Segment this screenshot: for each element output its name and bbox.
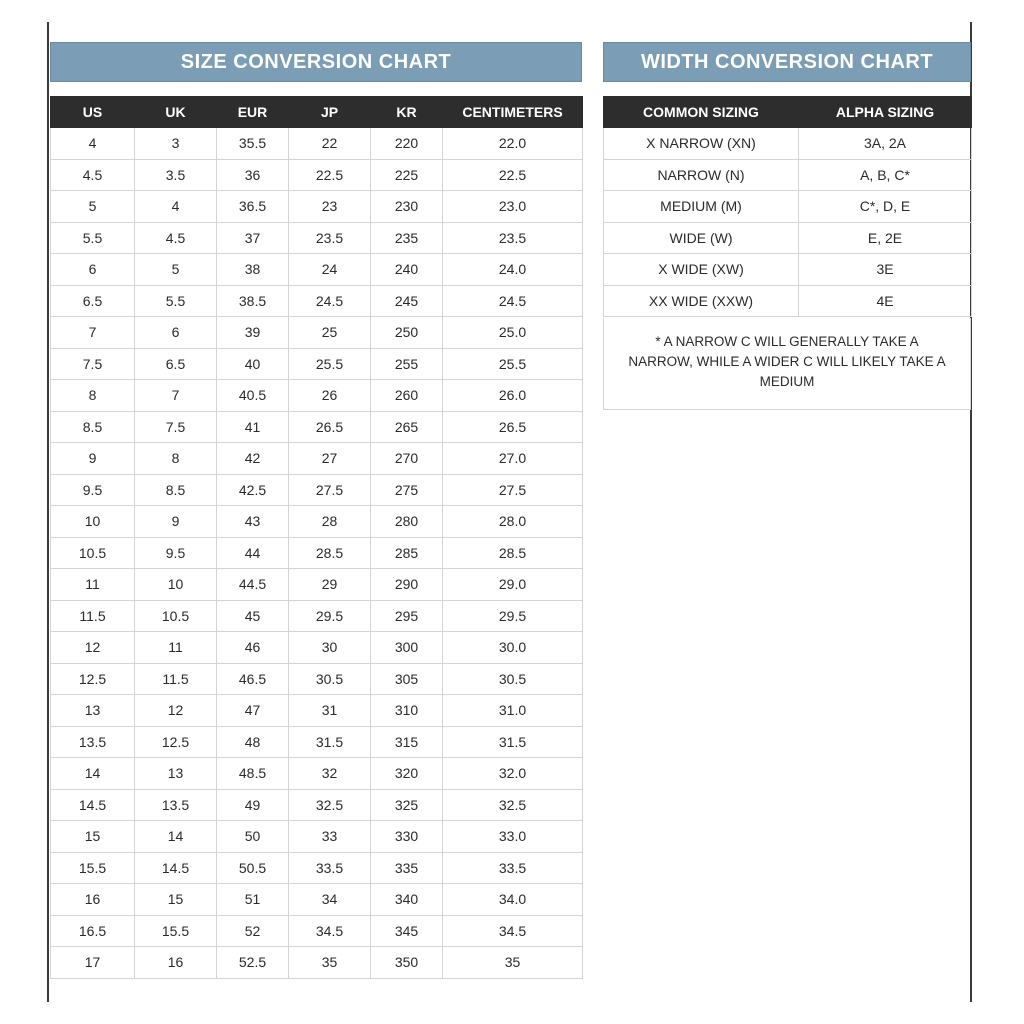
size-table-cell: 12	[51, 632, 135, 664]
size-table-cell: 46.5	[217, 663, 289, 695]
size-table-cell: 36	[217, 159, 289, 191]
size-table-cell: 44.5	[217, 569, 289, 601]
size-table-row	[51, 821, 583, 853]
size-table-cell: 15	[51, 821, 135, 853]
size-table-cell: 25.0	[443, 317, 583, 349]
size-table-cell: 27.5	[289, 474, 371, 506]
size-table-cell: 35	[443, 947, 583, 979]
width-table-cell: A, B, C*	[799, 159, 972, 191]
size-table-cell: 26.5	[443, 411, 583, 443]
size-table-row	[51, 537, 583, 569]
size-table-cell: 26.0	[443, 380, 583, 412]
size-header-cell: UK	[135, 97, 217, 128]
size-table-cell: 5.5	[51, 222, 135, 254]
size-table-cell: 300	[371, 632, 443, 664]
size-table-cell: 33.5	[443, 852, 583, 884]
size-table-body	[51, 128, 583, 979]
size-table-row	[51, 159, 583, 191]
size-table-cell: 23.0	[443, 191, 583, 223]
size-table-cell: 28	[289, 506, 371, 538]
size-table-cell: 230	[371, 191, 443, 223]
size-table-cell: 6	[51, 254, 135, 286]
size-table-cell: 350	[371, 947, 443, 979]
size-table-cell: 31.5	[443, 726, 583, 758]
size-table-cell: 14	[51, 758, 135, 790]
size-table-cell: 11.5	[51, 600, 135, 632]
size-table-cell: 9.5	[51, 474, 135, 506]
size-table-row	[51, 254, 583, 286]
size-table-cell: 25.5	[289, 348, 371, 380]
size-conversion-table	[50, 96, 583, 979]
size-table-row	[51, 663, 583, 695]
size-table-cell: 47	[217, 695, 289, 727]
size-table-cell: 245	[371, 285, 443, 317]
size-table-cell: 38	[217, 254, 289, 286]
size-table-cell: 290	[371, 569, 443, 601]
size-table-cell: 32.0	[443, 758, 583, 790]
size-table-cell: 43	[217, 506, 289, 538]
width-table-cell: 3E	[799, 254, 972, 286]
size-table-row	[51, 884, 583, 916]
size-table-cell: 33	[289, 821, 371, 853]
size-table-cell: 33.5	[289, 852, 371, 884]
size-table-cell: 340	[371, 884, 443, 916]
size-table-row	[51, 569, 583, 601]
width-table-cell: XX WIDE (XXW)	[604, 285, 799, 317]
size-table-cell: 29.5	[289, 600, 371, 632]
size-table-cell: 48	[217, 726, 289, 758]
size-table-cell: 48.5	[217, 758, 289, 790]
size-table-cell: 285	[371, 537, 443, 569]
size-table-cell: 52	[217, 915, 289, 947]
size-table-cell: 26	[289, 380, 371, 412]
width-conversion-table	[603, 96, 972, 317]
size-table-cell: 14.5	[51, 789, 135, 821]
width-table-body	[604, 128, 972, 317]
size-table-cell: 7.5	[51, 348, 135, 380]
size-table-cell: 39	[217, 317, 289, 349]
size-table-cell: 14.5	[135, 852, 217, 884]
size-table-cell: 41	[217, 411, 289, 443]
size-table-row	[51, 411, 583, 443]
size-table-cell: 10	[135, 569, 217, 601]
size-header-cell: US	[51, 97, 135, 128]
size-table-cell: 6.5	[135, 348, 217, 380]
size-table-cell: 32.5	[443, 789, 583, 821]
size-table-cell: 25.5	[443, 348, 583, 380]
size-table-cell: 8	[135, 443, 217, 475]
size-table-row	[51, 222, 583, 254]
size-table-cell: 15	[135, 884, 217, 916]
size-table-row	[51, 128, 583, 160]
size-table-cell: 52.5	[217, 947, 289, 979]
size-table-row	[51, 758, 583, 790]
size-table-cell: 30.5	[443, 663, 583, 695]
size-table-cell: 31.5	[289, 726, 371, 758]
size-table-cell: 30	[289, 632, 371, 664]
size-table-cell: 270	[371, 443, 443, 475]
size-table-cell: 4.5	[51, 159, 135, 191]
size-table-cell: 10.5	[135, 600, 217, 632]
size-table-row	[51, 726, 583, 758]
size-table-row	[51, 915, 583, 947]
size-table-cell: 315	[371, 726, 443, 758]
size-table-row	[51, 789, 583, 821]
size-table-cell: 29.5	[443, 600, 583, 632]
size-header-cell: EUR	[217, 97, 289, 128]
size-table-row	[51, 191, 583, 223]
size-table-cell: 32.5	[289, 789, 371, 821]
size-header-cell: CENTIMETERS	[443, 97, 583, 128]
size-table-cell: 16	[51, 884, 135, 916]
size-table-cell: 27.0	[443, 443, 583, 475]
size-table-cell: 44	[217, 537, 289, 569]
width-table-cell: X WIDE (XW)	[604, 254, 799, 286]
size-table-cell: 34.5	[443, 915, 583, 947]
size-table-cell: 23.5	[289, 222, 371, 254]
size-table-cell: 22.5	[443, 159, 583, 191]
size-table-row	[51, 600, 583, 632]
width-table-cell: C*, D, E	[799, 191, 972, 223]
size-table-cell: 31	[289, 695, 371, 727]
size-table-cell: 11	[51, 569, 135, 601]
size-table-cell: 9	[135, 506, 217, 538]
size-table-cell: 15.5	[135, 915, 217, 947]
width-table-header-row	[604, 97, 972, 128]
size-table-cell: 250	[371, 317, 443, 349]
size-table-cell: 8	[51, 380, 135, 412]
size-table-cell: 235	[371, 222, 443, 254]
size-table-cell: 275	[371, 474, 443, 506]
size-table-cell: 22.5	[289, 159, 371, 191]
size-table-cell: 31.0	[443, 695, 583, 727]
width-table-row	[604, 285, 972, 317]
size-table-cell: 3.5	[135, 159, 217, 191]
size-table-cell: 29.0	[443, 569, 583, 601]
size-table-row	[51, 348, 583, 380]
size-table-row	[51, 695, 583, 727]
size-table-cell: 30.0	[443, 632, 583, 664]
size-table-row	[51, 947, 583, 979]
width-table-row	[604, 159, 972, 191]
size-table-cell: 7.5	[135, 411, 217, 443]
size-table-cell: 23	[289, 191, 371, 223]
size-table-cell: 3	[135, 128, 217, 160]
size-table-cell: 13.5	[135, 789, 217, 821]
size-table-cell: 35.5	[217, 128, 289, 160]
size-table-cell: 24	[289, 254, 371, 286]
size-table-cell: 12.5	[51, 663, 135, 695]
size-table-cell: 37	[217, 222, 289, 254]
size-table-cell: 345	[371, 915, 443, 947]
size-table-cell: 27.5	[443, 474, 583, 506]
size-table-cell: 16	[135, 947, 217, 979]
size-table-cell: 280	[371, 506, 443, 538]
left-border-line	[47, 22, 49, 1002]
width-table-cell: 3A, 2A	[799, 128, 972, 160]
size-table-cell: 36.5	[217, 191, 289, 223]
size-table-cell: 5.5	[135, 285, 217, 317]
width-header-cell: ALPHA SIZING	[799, 97, 972, 128]
width-table-cell: 4E	[799, 285, 972, 317]
size-table-cell: 10	[51, 506, 135, 538]
size-table-cell: 28.5	[443, 537, 583, 569]
size-table-cell: 6	[135, 317, 217, 349]
size-table-cell: 325	[371, 789, 443, 821]
size-table-row	[51, 443, 583, 475]
size-table-cell: 295	[371, 600, 443, 632]
size-table-row	[51, 380, 583, 412]
size-table-cell: 24.5	[443, 285, 583, 317]
size-table-row	[51, 474, 583, 506]
size-table-cell: 42	[217, 443, 289, 475]
size-table-cell: 305	[371, 663, 443, 695]
width-table-row	[604, 254, 972, 286]
size-table-cell: 28.0	[443, 506, 583, 538]
size-table-cell: 34.0	[443, 884, 583, 916]
size-table-cell: 49	[217, 789, 289, 821]
size-table-cell: 260	[371, 380, 443, 412]
size-table-cell: 13.5	[51, 726, 135, 758]
size-table-cell: 34.5	[289, 915, 371, 947]
size-table-cell: 330	[371, 821, 443, 853]
size-table-cell: 12.5	[135, 726, 217, 758]
size-table-cell: 33.0	[443, 821, 583, 853]
size-table-cell: 9.5	[135, 537, 217, 569]
size-table-cell: 22	[289, 128, 371, 160]
size-table-cell: 22.0	[443, 128, 583, 160]
size-table-cell: 14	[135, 821, 217, 853]
size-table-cell: 13	[51, 695, 135, 727]
size-table-cell: 24.0	[443, 254, 583, 286]
size-table-cell: 10.5	[51, 537, 135, 569]
size-table-cell: 7	[51, 317, 135, 349]
width-header-cell: COMMON SIZING	[604, 97, 799, 128]
size-table-cell: 4	[135, 191, 217, 223]
width-table-row	[604, 222, 972, 254]
size-table-cell: 40	[217, 348, 289, 380]
width-table-row	[604, 128, 972, 160]
size-table-cell: 45	[217, 600, 289, 632]
size-header-cell: JP	[289, 97, 371, 128]
width-table-cell: X NARROW (XN)	[604, 128, 799, 160]
size-table-cell: 16.5	[51, 915, 135, 947]
size-table-row	[51, 317, 583, 349]
width-chart-title: WIDTH CONVERSION CHART	[603, 42, 971, 82]
size-table-cell: 25	[289, 317, 371, 349]
size-table-cell: 38.5	[217, 285, 289, 317]
size-table-cell: 265	[371, 411, 443, 443]
size-table-row	[51, 632, 583, 664]
size-table-cell: 12	[135, 695, 217, 727]
size-table-cell: 7	[135, 380, 217, 412]
size-table-cell: 28.5	[289, 537, 371, 569]
size-table-cell: 51	[217, 884, 289, 916]
size-table-cell: 11	[135, 632, 217, 664]
width-table-cell: WIDE (W)	[604, 222, 799, 254]
size-table-cell: 4	[51, 128, 135, 160]
size-table-cell: 13	[135, 758, 217, 790]
size-table-cell: 32	[289, 758, 371, 790]
size-table-cell: 23.5	[443, 222, 583, 254]
size-table-cell: 50	[217, 821, 289, 853]
size-table-cell: 8.5	[51, 411, 135, 443]
size-table-cell: 335	[371, 852, 443, 884]
size-table-cell: 11.5	[135, 663, 217, 695]
size-table-cell: 255	[371, 348, 443, 380]
size-table-row	[51, 285, 583, 317]
width-table-cell: MEDIUM (M)	[604, 191, 799, 223]
size-table-cell: 34	[289, 884, 371, 916]
size-table-cell: 5	[51, 191, 135, 223]
size-table-cell: 29	[289, 569, 371, 601]
size-table-cell: 30.5	[289, 663, 371, 695]
size-table-cell: 26.5	[289, 411, 371, 443]
size-table-row	[51, 852, 583, 884]
size-table-cell: 17	[51, 947, 135, 979]
size-table-cell: 46	[217, 632, 289, 664]
size-table-cell: 42.5	[217, 474, 289, 506]
size-table-cell: 27	[289, 443, 371, 475]
width-table-row	[604, 191, 972, 223]
size-table-cell: 40.5	[217, 380, 289, 412]
size-table-cell: 220	[371, 128, 443, 160]
size-table-cell: 24.5	[289, 285, 371, 317]
size-table-cell: 4.5	[135, 222, 217, 254]
size-table-cell: 8.5	[135, 474, 217, 506]
width-table-cell: NARROW (N)	[604, 159, 799, 191]
size-table-cell: 15.5	[51, 852, 135, 884]
size-table-cell: 320	[371, 758, 443, 790]
size-table-cell: 50.5	[217, 852, 289, 884]
size-table-cell: 9	[51, 443, 135, 475]
size-table-header-row	[51, 97, 583, 128]
size-table-row	[51, 506, 583, 538]
size-table-cell: 6.5	[51, 285, 135, 317]
size-table-cell: 5	[135, 254, 217, 286]
size-table-cell: 35	[289, 947, 371, 979]
size-table-cell: 310	[371, 695, 443, 727]
size-chart-title: SIZE CONVERSION CHART	[50, 42, 582, 82]
size-table-cell: 240	[371, 254, 443, 286]
size-header-cell: KR	[371, 97, 443, 128]
width-footnote: * A NARROW C WILL GENERALLY TAKE A NARROW, WHILE A WIDER C WILL LIKELY TAKE A MEDIUM	[603, 318, 971, 410]
size-table-cell: 225	[371, 159, 443, 191]
width-table-cell: E, 2E	[799, 222, 972, 254]
